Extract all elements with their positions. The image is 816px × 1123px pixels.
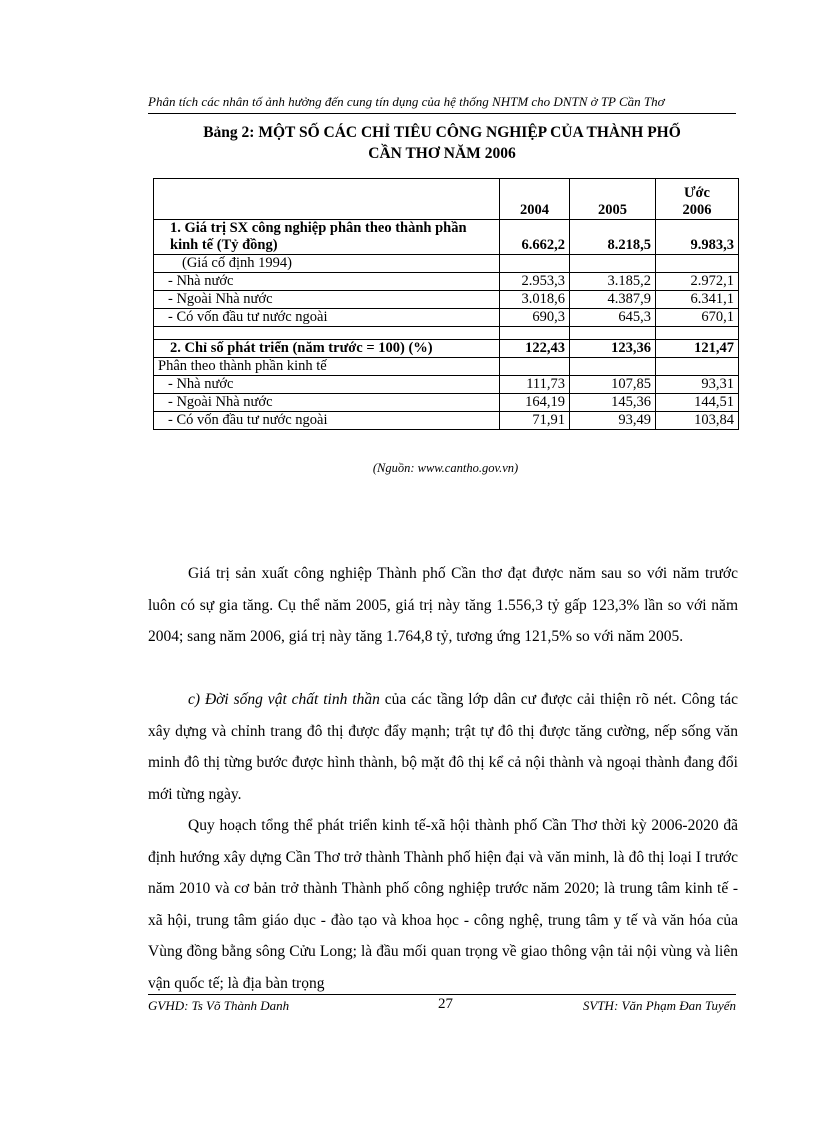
row-label: - Có vốn đầu tư nước ngoài <box>154 309 500 327</box>
row-value: 111,73 <box>500 376 570 394</box>
row-label: - Nhà nước <box>154 376 500 394</box>
table-spacer-row <box>154 327 739 340</box>
table-title-line-2: CẦN THƠ NĂM 2006 <box>368 145 516 162</box>
section1-note: (Giá cố định 1994) <box>154 255 500 273</box>
section2-2005: 123,36 <box>570 340 656 358</box>
table-row-note2 <box>154 358 739 376</box>
paragraph-3: Quy hoạch tổng thể phát triển kinh tế-xã hội thành phố Cần Thơ thời kỳ 2006-2020 đã định hướng xây dựng Cần Thơ trở thành Thành phố hiện đại và văn minh, là đô thị loại I trước năm 2010 và cơ bản trở thành Thành phố công nghiệp trước năm 2020; là trung tâm kinh tế - xã hội, trung tâm giáo dục - đào tạo và khoa học - công nghệ, trung tâm y tế và văn hóa của Vùng đồng bằng sông Cửu Long; là đầu mối quan trọng về giao thông vận tải nội vùng và liên vận quốc tế; là địa bàn trọng <box>148 817 738 992</box>
page-number: 27 <box>438 996 453 1012</box>
row-value: 4.387,9 <box>570 291 656 309</box>
row-value: 645,3 <box>570 309 656 327</box>
row-value: 71,91 <box>500 412 570 430</box>
running-header: Phân tích các nhân tố ảnh hưởng đến cung tín dụng của hệ thống NHTM cho DNTN ở TP Cần Thơ <box>148 94 736 114</box>
section2-2006: 121,47 <box>656 340 739 358</box>
row-value: 3.018,6 <box>500 291 570 309</box>
header-2006-label: 2006 <box>682 202 712 218</box>
footer-advisor: GVHD: Ts Võ Thành Danh <box>148 998 290 1013</box>
table-row-note1 <box>154 255 739 273</box>
header-estimate-label: Ước <box>683 185 710 201</box>
row-value: 93,31 <box>656 376 739 394</box>
table-title-line-1: Bảng 2: MỘT SỐ CÁC CHỈ TIÊU CÔNG NGHIỆP CỦA THÀNH PHỐ <box>203 124 681 141</box>
row-label: - Ngoài Nhà nước <box>154 291 500 309</box>
row-value: 2.953,3 <box>500 273 570 291</box>
table-row <box>154 412 739 430</box>
row-value: 2.972,1 <box>656 273 739 291</box>
row-value: 6.341,1 <box>656 291 739 309</box>
table-row <box>154 376 739 394</box>
page-footer <box>148 994 736 1015</box>
row-value: 103,84 <box>656 412 739 430</box>
section2-note: Phân theo thành phần kinh tế <box>154 358 500 376</box>
paragraph-2 <box>148 684 738 810</box>
table-row <box>154 309 739 327</box>
table-title <box>148 122 736 164</box>
row-value: 145,36 <box>570 394 656 412</box>
header-blank-cell <box>154 179 500 220</box>
row-value: 107,85 <box>570 376 656 394</box>
header-2004: 2004 <box>500 179 570 220</box>
table-row <box>154 273 739 291</box>
footer-student: SVTH: Văn Phạm Đan Tuyến <box>582 998 736 1013</box>
table-row <box>154 394 739 412</box>
row-value: 670,1 <box>656 309 739 327</box>
row-value: 3.185,2 <box>570 273 656 291</box>
paragraph-2-italic-lead: c) Đời sống vật chất tinh thần <box>188 691 380 708</box>
table-row-section2 <box>154 340 739 358</box>
table-row-section1 <box>154 220 739 255</box>
section1-2006: 9.983,3 <box>656 220 739 255</box>
row-value: 164,19 <box>500 394 570 412</box>
table-header-row <box>154 179 739 220</box>
row-label: - Có vốn đầu tư nước ngoài <box>154 412 500 430</box>
row-value: 144,51 <box>656 394 739 412</box>
section1-2005: 8.218,5 <box>570 220 656 255</box>
row-value: 690,3 <box>500 309 570 327</box>
paragraph-1: Giá trị sản xuất công nghiệp Thành phố Cần thơ đạt được năm sau so với năm trước luôn có sự gia tăng. Cụ thể năm 2005, giá trị này tăng 1.556,3 tỷ gấp 123,3% lần so với năm 2004; sang năm 2006, giá trị này tăng 1.764,8 tỷ, tương ứng 121,5% so với năm 2005. <box>148 565 738 645</box>
section2-2004: 122,43 <box>500 340 570 358</box>
section1-2004: 6.662,2 <box>500 220 570 255</box>
header-2006-estimate <box>656 179 739 220</box>
paragraph-2-text: của các tầng lớp dân cư được cải thiện rõ nét. Công tác xây dựng và chỉnh trang đô thị được đẩy mạnh; trật tự đô thị được tăng cường, nếp sống văn minh đô thị từng bước được hình thành, bộ mặt đô thị kể cả nội thành và ngoại thành đang đổi mới từng ngày. <box>148 691 738 803</box>
header-2005: 2005 <box>570 179 656 220</box>
table-row <box>154 291 739 309</box>
section2-label: 2. Chỉ số phát triển (năm trước = 100) (%) <box>154 340 500 358</box>
row-value: 93,49 <box>570 412 656 430</box>
row-label: - Nhà nước <box>154 273 500 291</box>
table-source: (Nguồn: www.cantho.gov.vn) <box>372 461 519 475</box>
row-label: - Ngoài Nhà nước <box>154 394 500 412</box>
section1-label: 1. Giá trị SX công nghiệp phân theo thành phần kinh tế (Tỷ đồng) <box>154 220 500 255</box>
industry-indicators-table <box>153 178 739 430</box>
